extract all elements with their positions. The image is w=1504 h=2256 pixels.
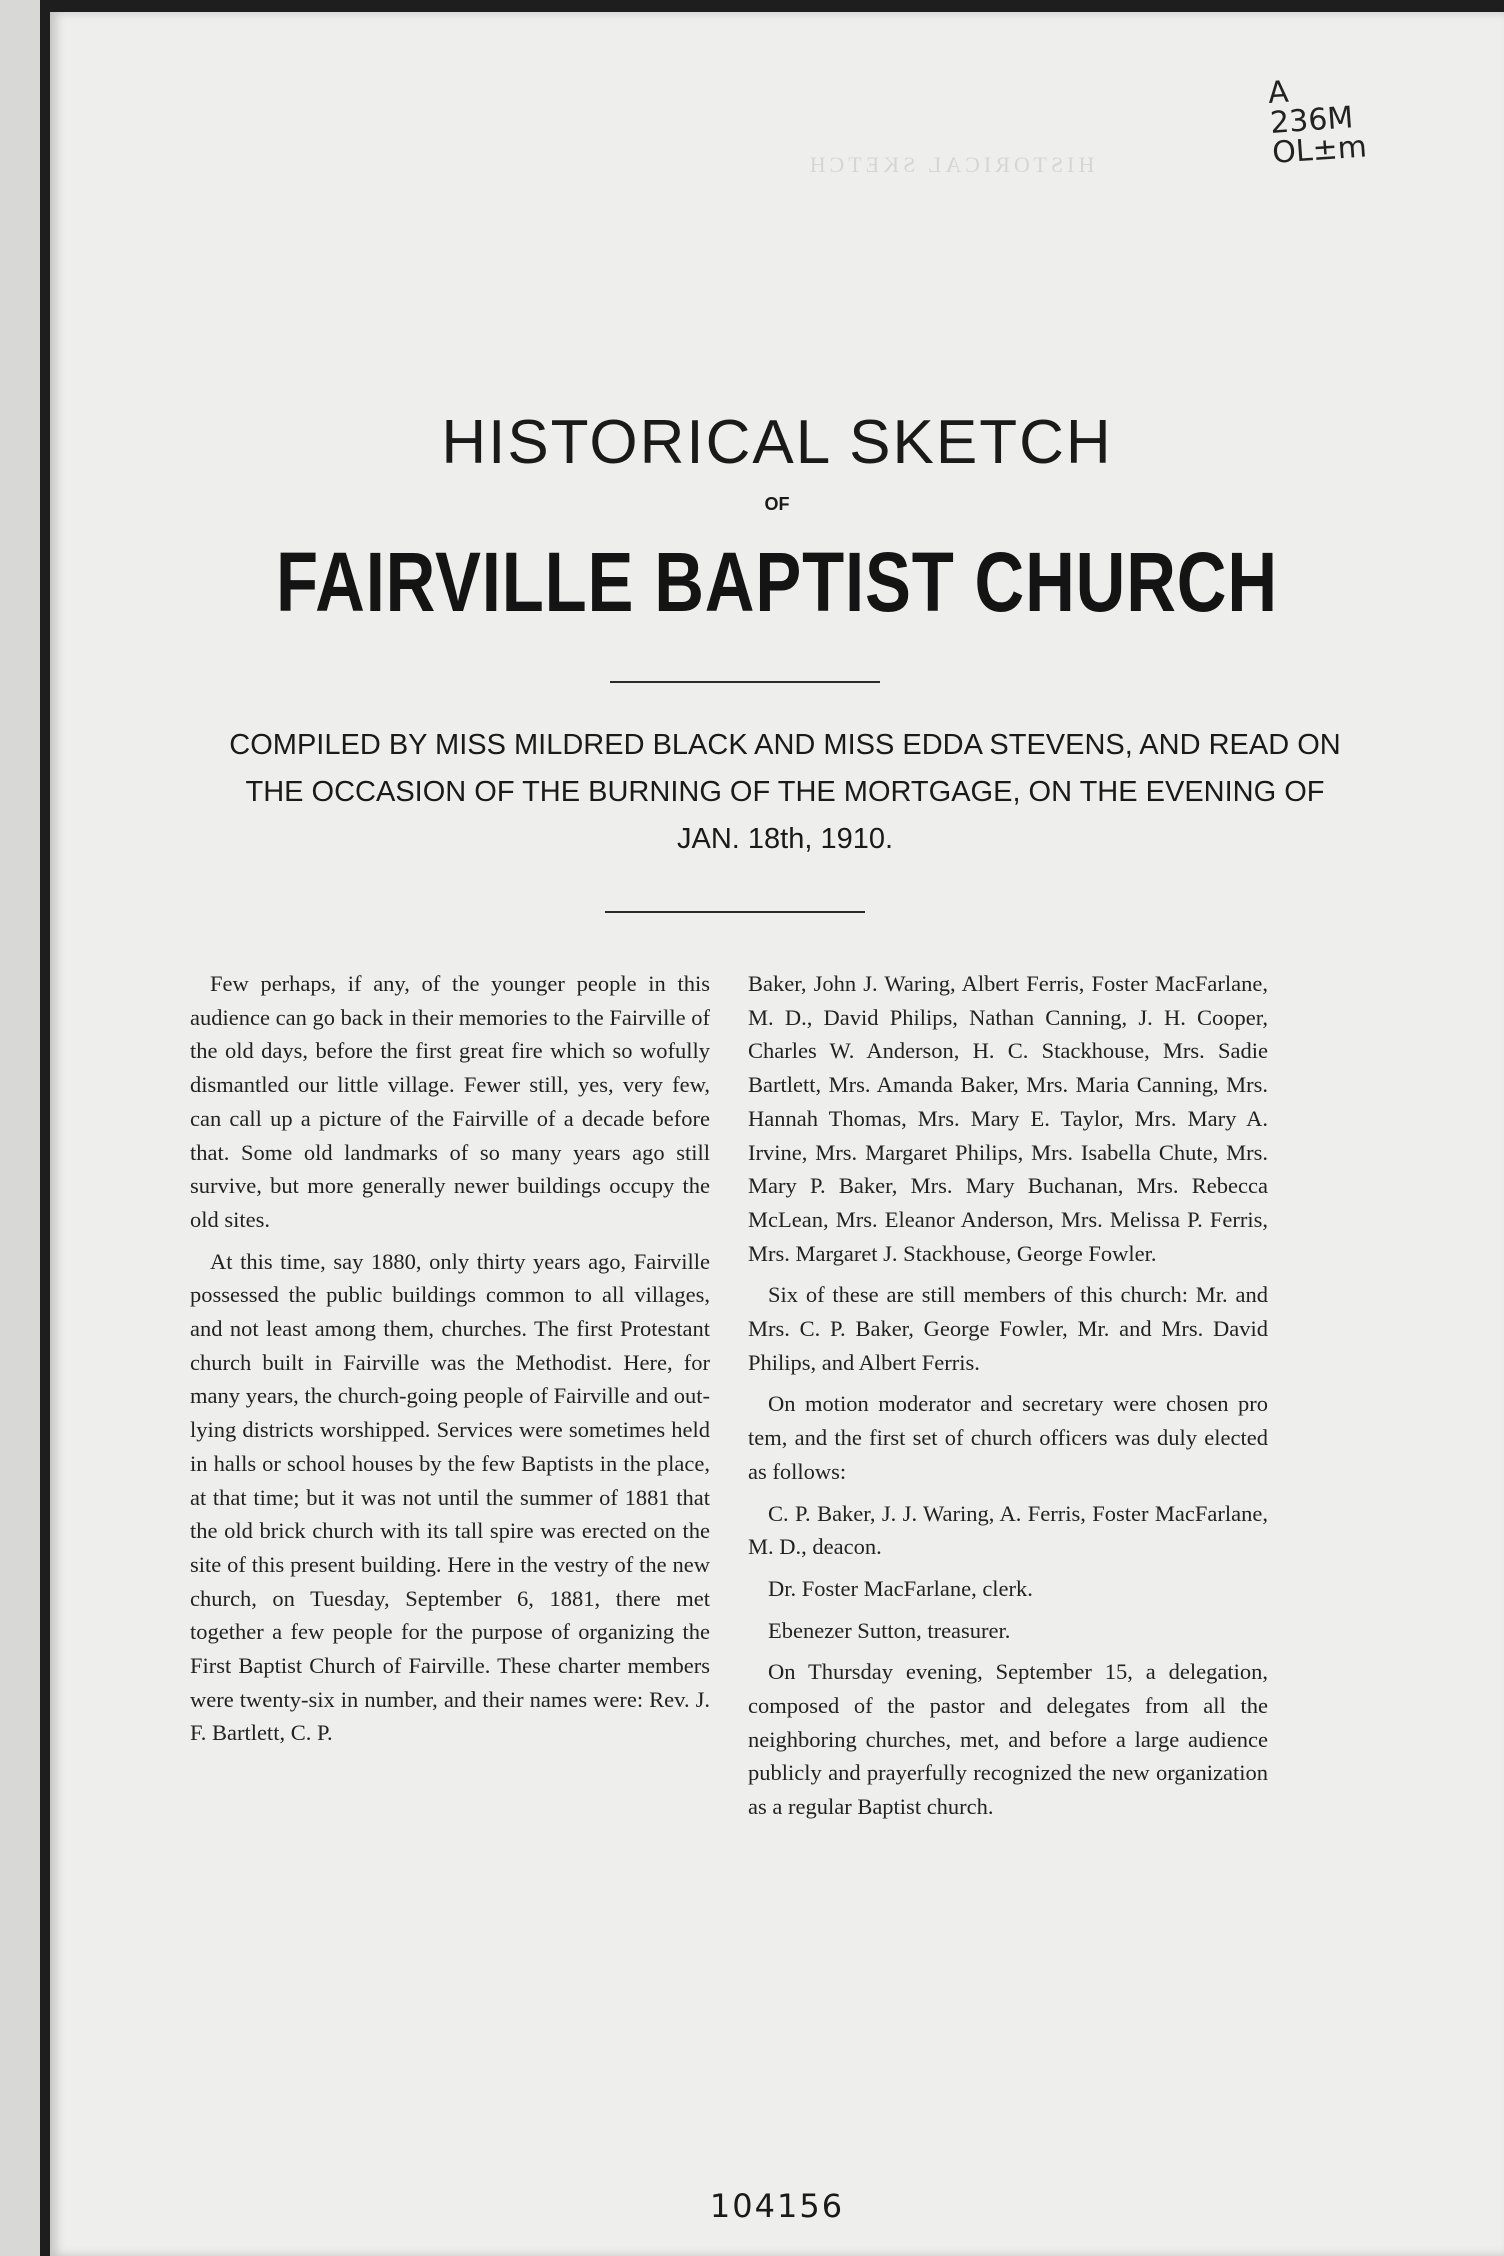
annotation-line-1: A [1266, 74, 1290, 112]
annotation-line-3: OL±m [1271, 129, 1368, 171]
paragraph: Ebenezer Sutton, treasurer. [768, 1617, 1011, 1643]
paragraph: At this time, say 1880, only thirty years ago, Fairville possessed the public buildings common to all villages, and not least among them, churches. The first Protestant church built in Fairville was the Methodist. Here, for many years, the church-going people of Fairville and out-lying districts worshipped. Services were sometimes held in halls or school houses by the few Baptists in the place, at that time; but it was not until the summer of 1881 that the old brick church with its tall spire was erected on the site of this present building. Here in the vestry of the new church, on Tuesday, September 6, 1881, there met together a few people for the purpose of organizing the First Baptist Church of Fairville. These charter members were twenty-six in number, and their names were: Rev. J. F. Bartlett, C. P. [190, 1248, 710, 1746]
title-line-1: HISTORICAL SKETCH [441, 408, 1113, 477]
paragraph: On Thursday evening, September 15, a delegation, composed of the pastor and delegates from all the neighboring churches, met, and before a large audience publicly and prayerfully recognized the new organization as a regular Baptist church. [748, 1659, 1268, 1820]
previous-page-edge [0, 0, 40, 2256]
paragraph: Dr. Foster MacFarlane, clerk. [768, 1575, 1033, 1601]
title-of: OF [764, 494, 790, 514]
divider-top [610, 681, 880, 683]
paragraph: Few perhaps, if any, of the younger people in this audience can go back in their memories to the Fairville of the old days, before the first great fire which so wofully dismantled our little village. Fewer still, yes, very few, can call up a picture of the Fairville of a decade before that. Some old landmarks of so many years ago still survive, but more generally newer buildings occupy the old sites. [190, 971, 710, 1232]
paragraph: Baker, John J. Waring, Albert Ferris, Foster MacFarlane, M. D., David Philips, Nathan Canning, J. H. Cooper, Charles W. Anderson, H. C. Stackhouse, Mrs. Sadie Bartlett, Mrs. Amanda Baker, Mrs. Maria Canning, Mrs. Hannah Thomas, Mrs. Mary E. Taylor, Mrs. Mary A. Irvine, Mrs. Margaret Philips, Mrs. Isabella Chute, Mrs. Mary P. Baker, Mrs. Mary Buchanan, Mrs. Rebecca McLean, Mrs. Eleanor Anderson, Mrs. Melissa P. Ferris, Mrs. Margaret J. Stackhouse, George Fowler. [748, 971, 1268, 1266]
page-catalog-number: 104156 [709, 2187, 845, 2225]
subtitle: COMPILED BY MISS MILDRED BLACK AND MISS EDDA STEVENS, AND READ ON THE OCCASION OF THE BURNING OF THE MORTGAGE, ON THE EVENING OF JAN. 18th, 1910. [229, 729, 1341, 855]
annotation-line-2: 236M [1268, 100, 1355, 141]
divider-bottom [605, 911, 865, 913]
title-line-2: FAIRVILLE BAPTIST CHURCH [276, 535, 1278, 629]
paragraph: Six of these are still members of this church: Mr. and Mrs. C. P. Baker, George Fowler, Mr. and Mrs. David Philips, and Albert Ferris. [748, 1282, 1268, 1375]
handwritten-annotation [1267, 65, 1473, 169]
document-page [50, 12, 1504, 2256]
paragraph: On motion moderator and secretary were chosen pro tem, and the first set of church officers was duly elected as follows: [748, 1391, 1268, 1484]
body-column-right [748, 967, 1268, 1832]
paragraph: C. P. Baker, J. J. Waring, A. Ferris, Foster MacFarlane, M. D., deacon. [748, 1500, 1268, 1560]
bleed-through-text: HISTORICAL SKETCH [805, 152, 1095, 177]
body-column-left [190, 967, 710, 1758]
